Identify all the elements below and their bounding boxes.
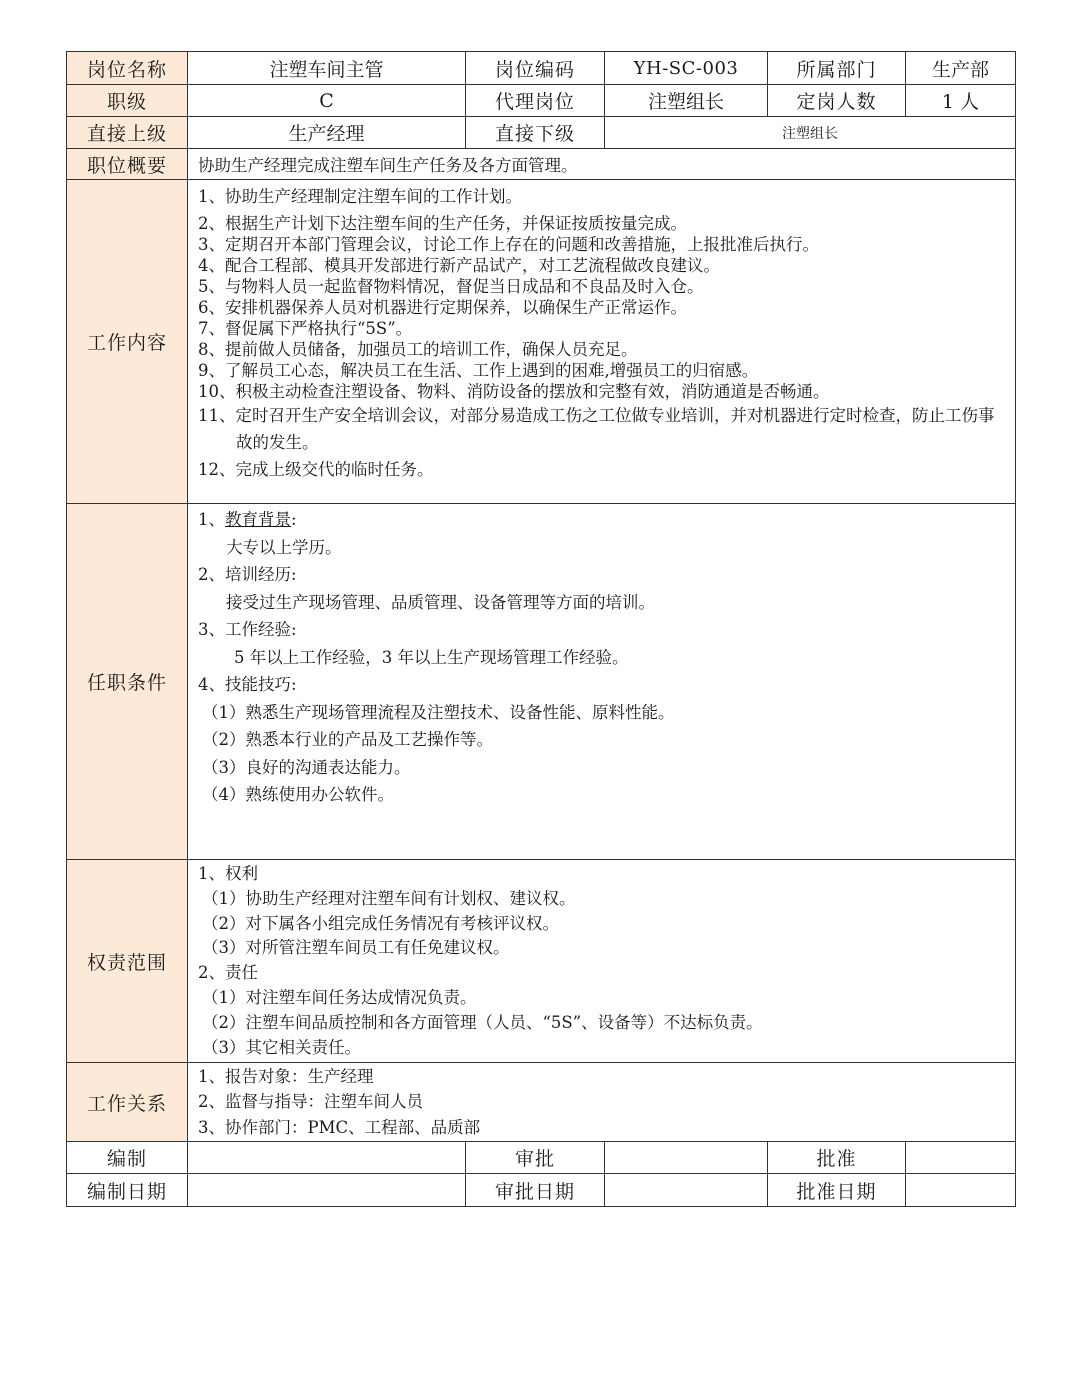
row-work-content	[67, 180, 1016, 504]
prepared-date-field[interactable]	[188, 1174, 466, 1207]
relation-item-3: 3、协作部门：PMC、工程部、品质部	[198, 1117, 481, 1137]
education-title: 1、教育背景:	[198, 510, 297, 529]
training-value: 接受过生产现场管理、品质管理、设备管理等方面的培训。	[226, 592, 655, 612]
reviewed-date-field[interactable]	[605, 1174, 768, 1207]
work-content-cell	[188, 180, 1016, 504]
right-item-3: （3）对所管注塑车间员工有任免建议权。	[202, 938, 510, 958]
row-position	[67, 52, 1016, 85]
duty-item-1: （1）对注塑车间任务达成情况负责。	[202, 987, 477, 1007]
authority-list	[198, 860, 1015, 1060]
relations-label: 工作关系	[67, 1063, 188, 1142]
superior-label: 直接上级	[67, 117, 188, 149]
qualifications-list	[198, 504, 1015, 809]
skill-item-1: （1）熟悉生产现场管理流程及注塑技术、设备性能、原料性能。	[202, 702, 675, 722]
skill-item-2: （2）熟悉本行业的产品及工艺操作等。	[202, 730, 493, 749]
authority-label: 权责范围	[67, 860, 188, 1063]
department-label: 所属部门	[768, 52, 906, 85]
work-item-10: 10、积极主动检查注塑设备、物料、消防设备的摆放和完整有效，消防通道是否畅通。	[198, 382, 830, 401]
reviewed-date-label: 审批日期	[466, 1174, 605, 1207]
position-code-label: 岗位编码	[466, 52, 605, 85]
row-signoff-dates	[67, 1174, 1016, 1207]
grade: C	[188, 85, 466, 117]
work-item-4: 4、配合工程部、模具开发部进行新产品试产，对工艺流程做改良建议。	[198, 256, 720, 275]
summary-label: 职位概要	[67, 149, 188, 180]
duty-item-3: （3）其它相关责任。	[202, 1037, 361, 1057]
deputy: 注塑组长	[605, 85, 768, 117]
relation-item-2: 2、监督与指导：注塑车间人员	[198, 1092, 423, 1112]
job-description-table	[66, 51, 1016, 1207]
headcount-label: 定岗人数	[768, 85, 906, 117]
position-name: 注塑车间主管	[188, 52, 466, 85]
subordinate-label: 直接下级	[466, 117, 605, 149]
work-item-8: 8、提前做人员储备，加强员工的培训工作，确保人员充足。	[198, 340, 638, 359]
experience-title: 3、工作经验:	[198, 620, 297, 639]
reviewed-field[interactable]	[605, 1142, 768, 1174]
work-item-7: 7、督促属下严格执行“5S”。	[198, 319, 413, 338]
work-item-12: 12、完成上级交代的临时任务。	[198, 460, 434, 479]
relations-cell	[188, 1063, 1016, 1142]
skill-item-3: （3）良好的沟通表达能力。	[202, 757, 411, 777]
prepared-label: 编制	[67, 1142, 188, 1174]
duty-item-2: （2）注塑车间品质控制和各方面管理（人员、“5S”、设备等）不达标负责。	[202, 1012, 763, 1032]
superior: 生产经理	[188, 117, 466, 149]
right-item-1: （1）协助生产经理对注塑车间有计划权、建议权。	[202, 888, 576, 908]
relations-list	[198, 1064, 1015, 1141]
right-item-2: （2）对下属各小组完成任务情况有考核评议权。	[202, 913, 559, 933]
grade-label: 职级	[67, 85, 188, 117]
row-reporting	[67, 117, 1016, 149]
department: 生产部	[906, 52, 1016, 85]
row-grade	[67, 85, 1016, 117]
work-item-5: 5、与物料人员一起监督物料情况，督促当日成品和不良品及时入仓。	[198, 277, 704, 296]
work-item-11: 11、定时召开生产安全培训会议，对部分易造成工伤之工位做专业培训，并对机器进行定时检查，防止工伤事故的发生。	[198, 406, 995, 452]
summary-text: 协助生产经理完成注塑车间生产任务及各方面管理。	[188, 149, 1016, 180]
subordinate: 注塑组长	[605, 117, 1016, 149]
authority-cell	[188, 860, 1016, 1063]
skill-item-4: （4）熟练使用办公软件。	[202, 785, 394, 804]
qualifications-label: 任职条件	[67, 504, 188, 860]
prepared-field[interactable]	[188, 1142, 466, 1174]
row-summary	[67, 149, 1016, 180]
work-item-1: 1、协助生产经理制定注塑车间的工作计划。	[198, 187, 522, 206]
duties-title: 2、责任	[198, 963, 258, 983]
relation-item-1: 1、报告对象：生产经理	[198, 1066, 374, 1086]
work-item-3: 3、定期召开本部门管理会议，讨论工作上存在的问题和改善措施，上报批准后执行。	[198, 235, 819, 254]
approved-date-field[interactable]	[906, 1174, 1016, 1207]
reviewed-label: 审批	[466, 1142, 605, 1174]
row-qualifications	[67, 504, 1016, 860]
training-title: 2、培训经历:	[198, 565, 297, 584]
position-code: YH-SC-003	[605, 52, 768, 85]
position-name-label: 岗位名称	[67, 52, 188, 85]
approved-field[interactable]	[906, 1142, 1016, 1174]
work-item-6: 6、安排机器保养人员对机器进行定期保养，以确保生产正常运作。	[198, 298, 687, 317]
approved-date-label: 批准日期	[768, 1174, 906, 1207]
row-relations	[67, 1063, 1016, 1142]
work-item-9: 9、了解员工心态，解决员工在生活、工作上遇到的困难,增强员工的归宿感。	[198, 361, 759, 380]
experience-value: 5 年以上工作经验，3 年以上生产现场管理工作经验。	[234, 647, 629, 667]
headcount: 1 人	[906, 85, 1016, 117]
qualifications-cell	[188, 504, 1016, 860]
row-authority	[67, 860, 1016, 1063]
prepared-date-label: 编制日期	[67, 1174, 188, 1207]
approved-label: 批准	[768, 1142, 906, 1174]
work-content-list	[198, 180, 1015, 483]
deputy-label: 代理岗位	[466, 85, 605, 117]
work-content-label: 工作内容	[67, 180, 188, 504]
skills-title: 4、技能技巧:	[198, 675, 297, 694]
education-value: 大专以上学历。	[226, 537, 342, 557]
work-item-2: 2、根据生产计划下达注塑车间的生产任务，并保证按质按量完成。	[198, 214, 687, 233]
row-signoff	[67, 1142, 1016, 1174]
rights-title: 1、权利	[198, 864, 258, 883]
